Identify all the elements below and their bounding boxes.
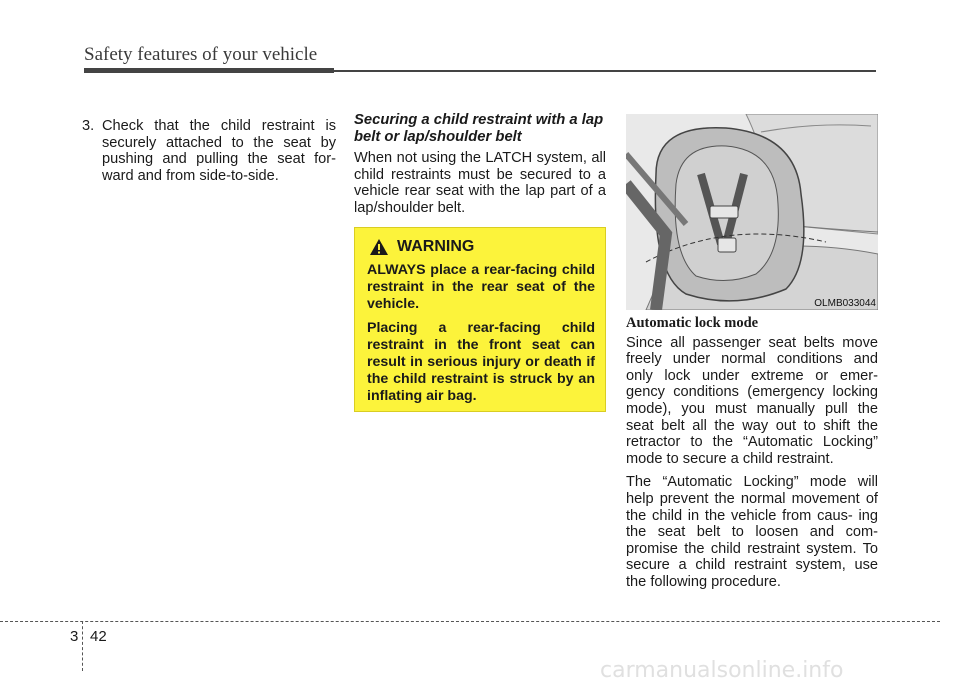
- figure-code: OLMB033044: [814, 298, 876, 309]
- warning-paragraph-1: ALWAYS place a rear-facing child restraint in the rear seat of the vehicle.: [367, 262, 595, 312]
- page-header-title: Safety features of your vehicle: [84, 44, 318, 65]
- footer-dashed-rule: [0, 621, 940, 622]
- header-rule-thin: [334, 70, 876, 72]
- warning-box: [354, 227, 606, 412]
- warning-title-row: [369, 238, 595, 256]
- chapter-number: 3: [70, 628, 79, 645]
- column-2: [354, 112, 606, 216]
- column-3: [626, 315, 878, 591]
- section-heading-automatic-lock: Automatic lock mode: [626, 315, 759, 331]
- child-seat-drawing: [626, 114, 878, 310]
- step-number: 3.: [82, 118, 95, 134]
- step-item: [82, 118, 336, 184]
- warning-title: WARNING: [397, 238, 475, 255]
- footer-vertical-dashed-rule: [82, 621, 83, 671]
- page-number: 42: [90, 628, 107, 645]
- step-text: Check that the child restraint is securely attached to the seat by pushing and pulling the seat for- ward and from side-to-side.: [102, 118, 336, 184]
- warning-triangle-icon: [369, 238, 389, 256]
- watermark: carmanualsonline.info: [600, 658, 844, 683]
- paragraph-2: The “Automatic Locking” mode will help prevent the normal movement of the child in the vehicle from caus- ing the seat belt to loosen and com- promise the child restraint system. To secure a child restraint system, use the following procedure.: [626, 474, 878, 590]
- column-1: [82, 118, 336, 184]
- section-heading: Securing a child restraint with a lap belt or lap/shoulder belt: [354, 112, 604, 145]
- header-rule-thick: [84, 68, 334, 73]
- section-body: When not using the LATCH system, all child restraints must be secured to a vehicle rear seat with the lap part of a lap/shoulder belt.: [354, 150, 606, 216]
- warning-paragraph-2: Placing a rear-facing child restraint in the front seat can result in serious injury or death if the child restraint is struck by an inflating air bag.: [367, 320, 595, 404]
- paragraph-1: Since all passenger seat belts move freely under normal conditions and only lock under extreme or emer- gency conditions (emergency locking mode), you must manually pull the seat belt all the way out to shift the retractor to the “Automatic Locking” mode to secure a child restraint.: [626, 334, 878, 467]
- child-seat-illustration: [626, 114, 878, 310]
